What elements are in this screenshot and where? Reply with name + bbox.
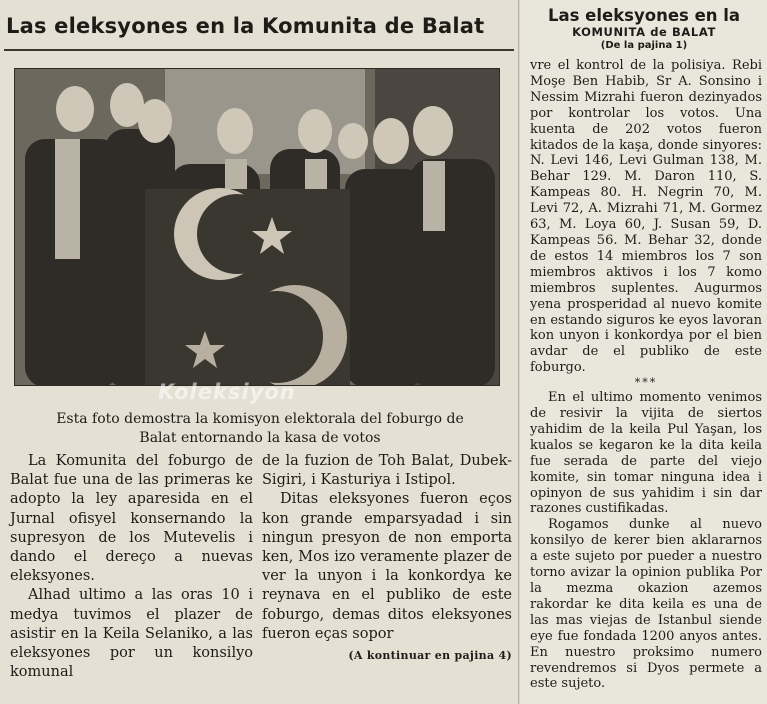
paragraph: Rogamos dunke al nuevo konsilyo de kerer bien aklararnos a este sujeto por pueder a nuestro torno avizar la opinion publika Por la mezma okazion azemos rakordar ke dita keila es una de las mas viejas de Istanbul siende eye fue fondada 1200 anyos antes. En nuestro proksimo numero revendremos si Dyos permete a este sujeto. [530, 517, 762, 692]
continuation-title: Las eleksyones en la [547, 6, 741, 25]
right-newspaper-clipping [520, 0, 767, 704]
article-column-1 [10, 452, 253, 682]
continuation-note: (A kontinuar en pajina 4) [348, 649, 512, 663]
separator: *** [634, 376, 658, 390]
continuation-header [525, 6, 763, 52]
continuation-subtitle: KOMUNITA de BALAT [572, 25, 716, 39]
watermark: Koleksiyon [158, 380, 296, 404]
photo-illustration [15, 69, 500, 386]
paragraph: vre el kontrol de la polisiya. Rebi Moşe Ben Habib, Sr A. Sonsino i Nessim Mizrahi fueron dezinyados por kontrolar los votos. Una kuenta de 202 votos fueron kitados de la kaşa, donde sinyores: N. Levi 146, Levi Gulman 138, M. Behar 129. M. Daron 110, S. Kampeas 80. H. Negrin 70, M. Levi 72, A. Mizrahi 71, M. Gormez 63, M. Loya 60, J. Susan 59, D. Kampeas 56. M. Behar 32, donde de estos 14 miembros los 7 son miembros aktivos i los 7 komo miembros suplentes. Augurmos yena prosperidad al nuevo komite en estando siguros ke eyos lavoran kon unyon i konkordya por el bien avdar de el publiko de este foburgo. [530, 58, 762, 376]
caption-line: Balat entornando la kasa de votos [139, 430, 381, 446]
paragraph: Ditas eleksyones fueron eços kon grande emparsyadad i sin ningun presyon de non emporta ken, Mos izo veramente plazer de ver la unyon i la konkordya ke reynava en el publiko de este foburgo, demas ditos eleksyones fueron eças sopor [262, 491, 512, 642]
paragraph: La Komunita del foburgo de Balat fue una de las primeras ke adopto la ley aparesida en el Jurnal ofisyel konsernando la supresyon de los Mutevelis i dando el dereço a nuevas eleksyones. [10, 453, 253, 585]
paragraph: En el ultimo momento venimos de resivir la vijita de siertos yahidim de la keila Pul Yaşan, los kualos se kegaron ke la dita keila fue serada de parte del viejo komite, sin tomar ninguna idea i opinyon de sus yahidim i sin dar razones custifikadas. [530, 390, 762, 517]
group-photo [14, 68, 500, 386]
caption-line: Esta foto demostra la komisyon elektorala del foburgo de [56, 411, 464, 427]
continuation-body [530, 58, 762, 692]
paragraph: Alhad ultimo a las oras 10 i medya tuvimos el plazer de asistir en la Keila Selaniko, a las eleksyones por un konsilyo komunal [10, 587, 253, 681]
headline-rule [4, 49, 514, 51]
headline: Las eleksyones en la Komunita de Balat [6, 14, 485, 38]
photo-caption [20, 410, 500, 448]
article-column-2 [262, 452, 512, 665]
continued-from-note: (De la pajina 1) [600, 40, 688, 51]
paragraph: de la fuzion de Toh Balat, Dubek-Sigiri, i Kasturiya i Istipol. [262, 453, 512, 489]
